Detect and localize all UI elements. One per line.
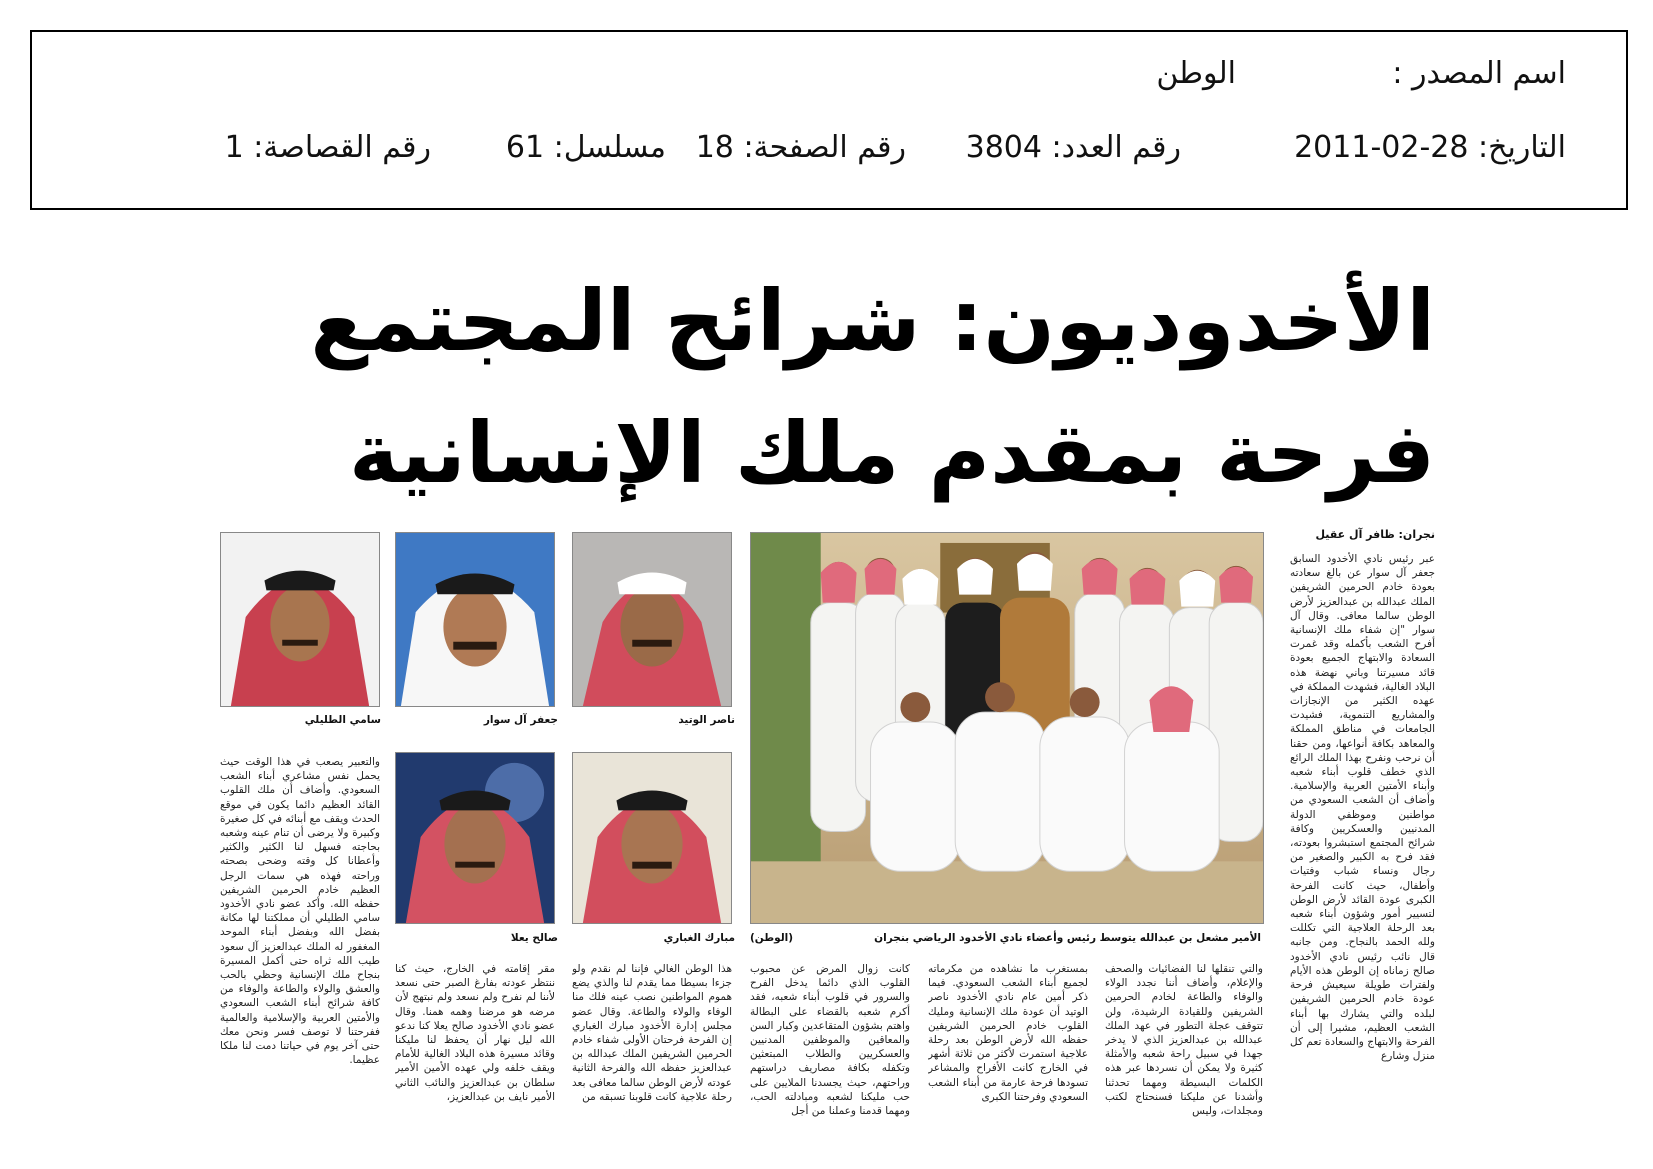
group-photo-caption: الأمير مشعل بن عبدالله يتوسط رئيس وأعضاء نادي الأخدود الرياضي بنجران (874, 932, 1261, 944)
group-photo (750, 532, 1264, 924)
byline: نجران: ظافر آل عقيل (1315, 528, 1435, 541)
portrait-photo (220, 532, 380, 707)
source-label: اسم المصدر : (1392, 56, 1566, 91)
issue-number: رقم العدد: 3804 (965, 130, 1181, 165)
article-column: كانت زوال المرض عن محبوب القلوب الذي دائما يدخل الفرح والسرور في قلوب أبناء شعبه، فقد أكرم شعبه بالقضاء على البطالة واهتم بشؤون المتقاعدين وكبار السن والمعاقين والموظفين المدنيين والعسكريين والطلاب المبتعثين وتكفله بكافة مصاريف دراستهم وراحتهم، حيث يجسدنا الملايين على حب مليكنا لشعبه ومبادلته الحب، ومهما قدمنا وعملنا من أجل (750, 963, 910, 1118)
date-field: التاريخ: 28-02-2011 (1294, 130, 1566, 165)
portrait-caption: سامي الطليلي (304, 714, 381, 726)
serial-number: مسلسل: 61 (505, 130, 666, 165)
portrait-photo (572, 532, 732, 707)
portrait-caption: صالح يعلا (510, 932, 558, 944)
article-column-right: عبر رئيس نادي الأخدود السابق جعفر آل سوار عن بالغ سعادته بعودة خادم الحرمين الشريفين الملك عبدالله بن عبدالعزيز لأرض الوطن سالما معافى. وقال آل سوار "إن شفاء ملك الإنسانية أفرح الشعب بأكمله وقد غمرت السعادة والابتهاج الجميع بعودة قائد مسيرتنا وباني نهضة هذه البلاد الغالية، فشهدت المملكة في عهده الكثير من الإنجازات والمشاريع التنموية، فشيدت الجامعات في مناطق المملكة والمعاهد بكافة أنواعها، ومن حقنا أن نرحب ونفرح بهذا الملك الرائع الذي خطف قلوب أبناء شعبه وأبناء الأمتين العربية والإسلامية. وأضاف أن الشعب السعودي من مواطنين وموظفي الدولة المدنيين والعسكريين وكافة شرائح المجتمع استبشروا بعودته، فقد فرح به الكبير والصغير من رجال ونساء شباب وفتيات وأطفال، حيث كانت الفرحة الكبرى عودة القائد لأرض الوطن لتسيير أمور وشؤون أبناء شعبه بعد الرحلة العلاجية التي تكللت ولله الحمد بالنجاح. ومن جانبه قال نائب رئيس نادي الأخدود صالح زماناه إن الوطن هذه الأيام ولفترات طويلة سيعيش فرحة عودة خادم الحرمين الشريفين لبلده والتي يشارك بها أبناء الشعب العظيم، مشيرا إلى أن الفرحة والابتهاج والسعادة تعم كل منزل وشارع (1290, 553, 1435, 1063)
group-photo-credit: (الوطن) (750, 932, 794, 944)
source-info-box (30, 30, 1628, 210)
source-value: الوطن (1156, 56, 1236, 91)
portrait-photo (572, 752, 732, 924)
article-column: هذا الوطن الغالي فإننا لم نقدم ولو جزءا بسيطا مما يقدم لنا والذي يضع هموم المواطنين نصب عينه فلك منا الوفاء والولاء والطاعة. وقال عضو مجلس إدارة الأخدود مبارك الغباري إن الفرحة فرحتان الأولى شفاء خادم الحرمين الشريفين الملك عبدالله بن عبدالعزيز حفظه الله والفرحة الثانية عودته لأرض الوطن سالما معافى بعد رحلة علاجية كانت قلوبنا تسبقه من (572, 963, 732, 1103)
article-column: والتعبير يصعب في هذا الوقت حيث يحمل نفس مشاعري أبناء الشعب السعودي. وأضاف أن ملك القلوب القائد العظيم دائما يكون في موقع الحدث ويقف مع أبنائه في كل صغيرة وكبيرة ولا يرضى أن تنام عينه وشعبه بحاجته فسهل لنا الكثير والكثير وأعطانا كل وقته وضحى بصحته وراحته فهذه هي سمات الرجل العظيم خادم الحرمين الشريفين حفظه الله. وأكد عضو نادي الأخدود سامي الطليلي أن مملكتنا لها مكانة بفضل الله وبفضل أبناء الموحد المغفور له الملك عبدالعزيز آل سعود طيب الله ثراه حتى أكمل المسيرة بنجاح ملك الإنسانية وحظي بالحب والعشق والولاء والطاعة والوفاء من كافة شرائح أبناء الشعب السعودي والأمتين العربية والإسلامية والعالمية ففرحتنا لا توصف فسر ونحن معك حتى آخر يوم في حياتنا دمت لنا ملكا عظيما. (220, 756, 380, 1067)
clipping-number: رقم القصاصة: 1 (224, 130, 431, 165)
portrait-caption: ناصر الوتيد (678, 714, 735, 726)
article-headline: الأخدوديون: شرائح المجتمع فرحة بمقدم ملك الإنسانية (310, 272, 1435, 502)
portrait-photo (395, 532, 555, 707)
article-column: بمستغرب ما نشاهده من مكرماته لجميع أبناء الشعب السعودي. فيما ذكر أمين عام نادي الأخدود ناصر الوتيد أن عودة ملك الإنسانية ومليك القلوب خادم الحرمين الشريفين حفظه الله لأرض الوطن بعد رحلة علاجية استمرت لأكثر من ثلاثة أشهر في الخارج كانت الأفراح والمشاعر تسودها فرحة عارمة من أبناء الشعب السعودي وفرحتنا الكبرى (928, 963, 1088, 1103)
portrait-caption: جعفر آل سوار (483, 714, 558, 726)
portrait-photo (395, 752, 555, 924)
page-number: رقم الصفحة: 18 (695, 130, 906, 165)
article-column: مقر إقامته في الخارج، حيث كنا ننتظر عودته بفارغ الصبر حتى نسعد لأننا لم نفرح ولم نسعد ولم نبتهج لأن مرضه هو مرضنا وهمه همنا. وقال عضو نادي الأخدود صالح يعلا كنا ندعو الله ليل نهار أن يحفظ لنا مليكنا وقائد مسيرة هذه البلاد الغالية للأمام ويقف خلفه ولي عهده الأمين الأمير سلطان بن عبدالعزيز والنائب الثاني الأمير نايف بن عبدالعزيز، (395, 963, 555, 1103)
article-column: والتي تنقلها لنا الفضائيات والصحف والإعلام، وأضاف أننا نجدد الولاء والوفاء والطاعة لخادم الحرمين الشريفين وللقيادة الرشيدة، ولن تتوقف عجلة التطور في عهد الملك عبدالله بن عبدالعزيز الذي لا يدخر جهدا في سبيل راحة شعبه والأمثلة كثيرة ولا يمكن أن نسردها عبر هذه الكلمات البسيطة ومهما تحدثنا وأشدنا عن مليكنا فسنحتاج لكتب ومجلدات، وليس (1105, 963, 1263, 1118)
portrait-caption: مبارك الغباري (663, 932, 735, 944)
